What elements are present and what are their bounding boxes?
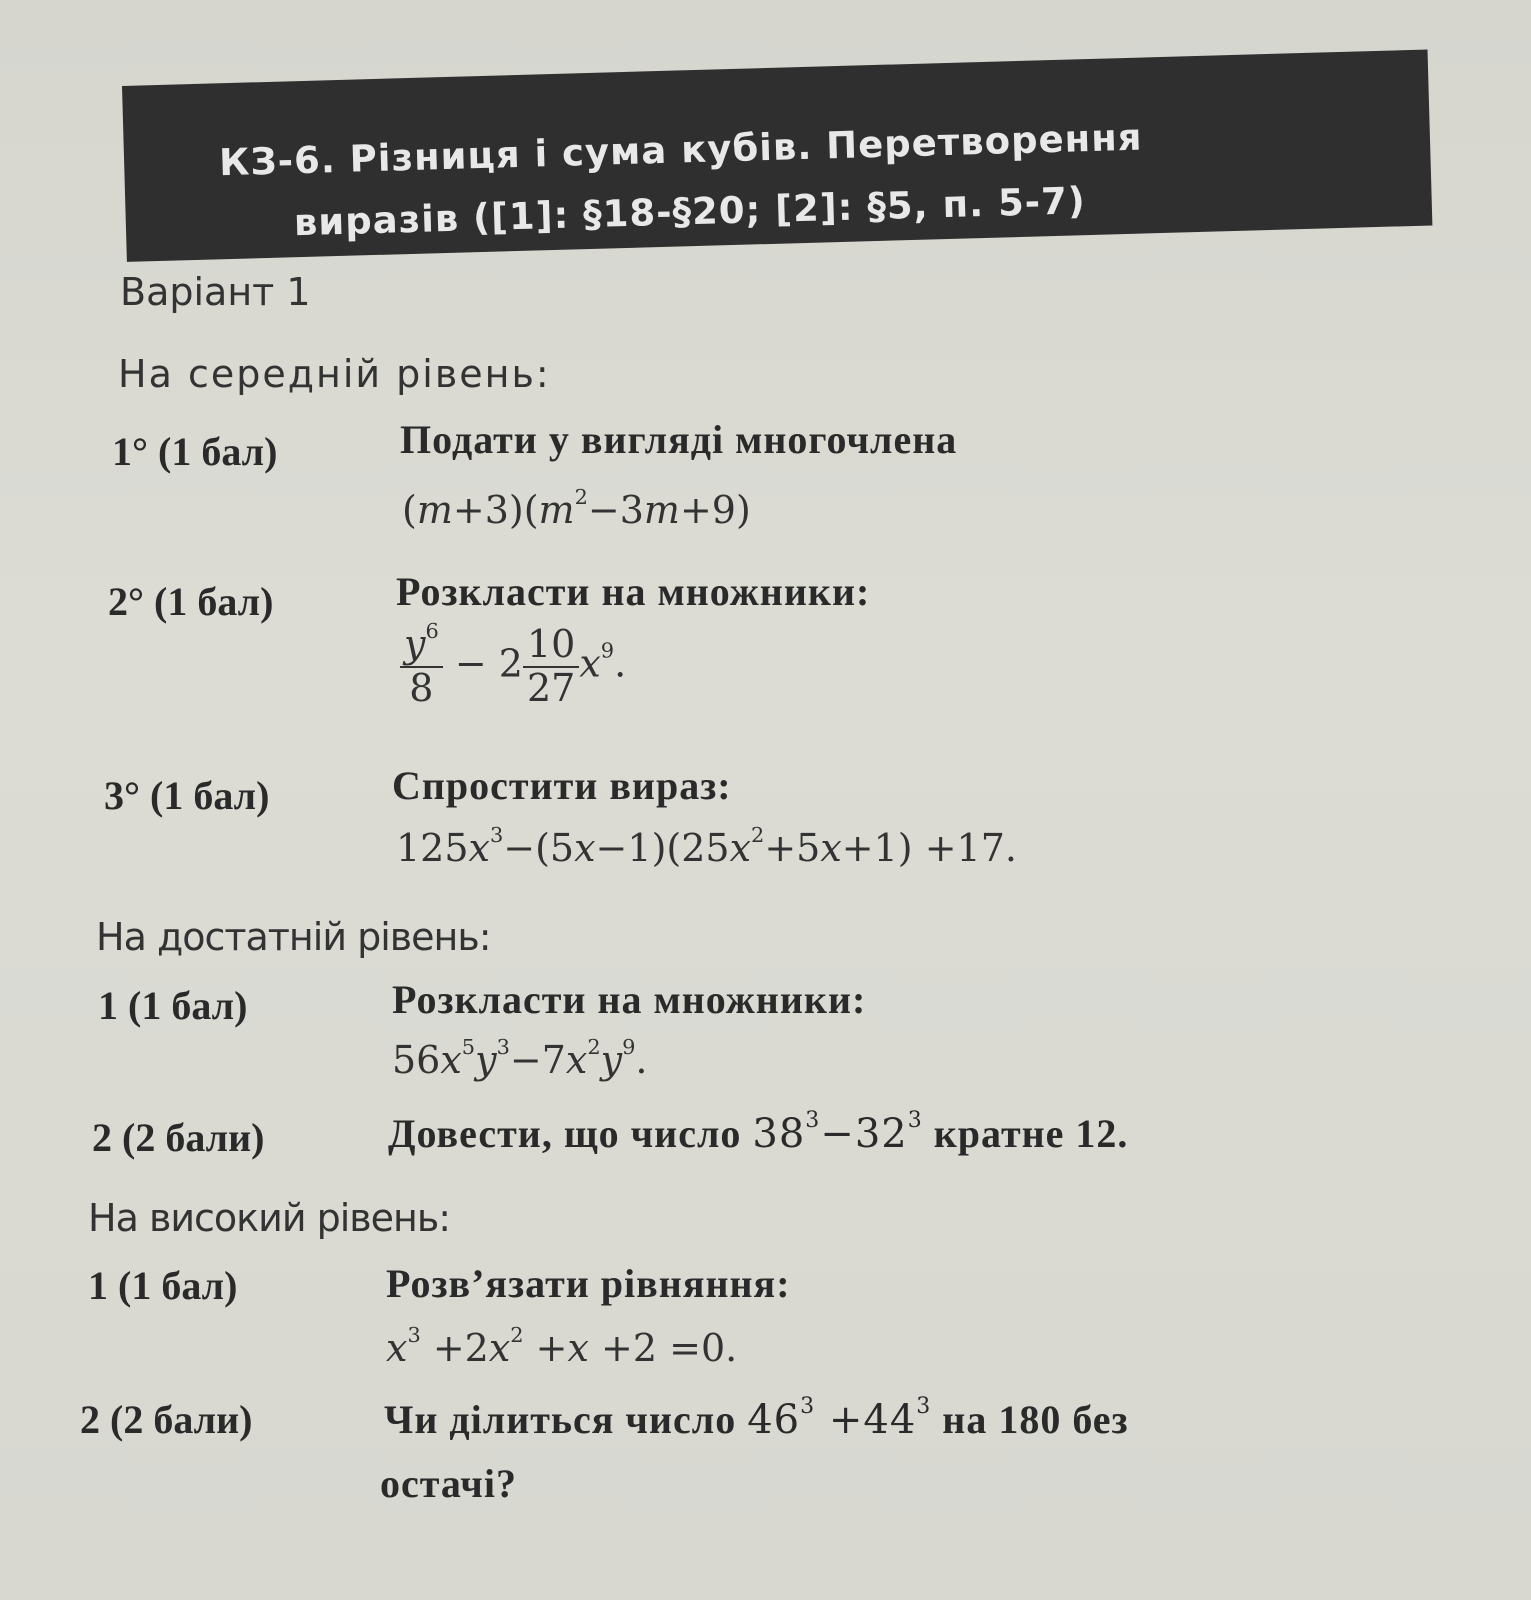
expression-s2: $38^3-32^3$ [752, 1108, 923, 1157]
task-number: 1 (1 бал) [88, 1263, 238, 1308]
task-number: 1 (1 бал) [98, 983, 248, 1028]
expression-m1: $(m+3)(m^2-3m+9)$ [402, 485, 751, 532]
task-number: 2 (2 бали) [80, 1397, 253, 1442]
task-number: 3° (1 бал) [104, 773, 270, 818]
task-number: 2° (1 бал) [108, 579, 274, 624]
section-title-high: На високий рівень: [88, 1196, 451, 1240]
title-line-1: КЗ-6. Різниця і сума кубів. Перетворення [218, 115, 1144, 185]
task-text: Розкласти на множники: [396, 569, 871, 614]
expression-m2: $\frac{y^6}{8}$ − 2 $\frac{10}{27}$ $x^9$. [400, 624, 626, 710]
task-text: Довести, що число $38^3-32^3$ кратне 12. [388, 1108, 1129, 1157]
task-text: Подати у вигляді многочлена [400, 417, 958, 462]
title-line-2: виразів ([1]: §18-§20; [2]: §5, п. 5-7) [293, 179, 1087, 245]
task-number: 1° (1 бал) [112, 429, 278, 474]
section-title-sufficient: На достатній рівень: [96, 915, 491, 959]
expression-m3: $125x^3-(5x-1)(25x^2+5x+1) +17$. [396, 823, 1017, 870]
task-text: Розкласти на множники: [392, 977, 867, 1022]
expression-h2: $46^3 +44^3$ [747, 1394, 932, 1443]
section-title-mid: На середній рівень: [118, 352, 551, 396]
task-text: Спростити вираз: [392, 763, 732, 808]
task-text: Розв’язати рівняння: [386, 1261, 791, 1306]
title-banner [122, 50, 1432, 262]
task-text: Чи ділиться число $46^3 +44^3$ на 180 без [384, 1394, 1129, 1443]
expression-s1: $56x^5y^3-7x^2y^9$. [392, 1035, 648, 1082]
expression-h1: $x^3 +2x^2 +x +2 =0$. [386, 1323, 738, 1370]
task-text-continuation: остачі? [380, 1461, 517, 1506]
task-number: 2 (2 бали) [92, 1115, 265, 1160]
variant-label: Варіант 1 [120, 270, 311, 314]
